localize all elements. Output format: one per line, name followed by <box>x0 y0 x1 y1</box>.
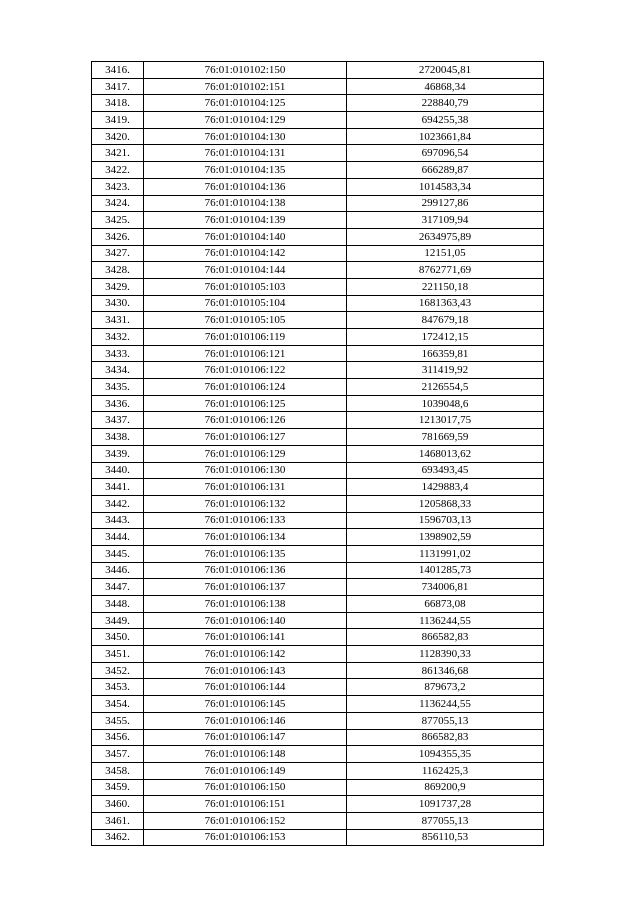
value-cell: 2126554,5 <box>347 379 544 396</box>
row-number-cell: 3447. <box>92 579 144 596</box>
row-number-cell: 3462. <box>92 829 144 846</box>
row-number-cell: 3445. <box>92 545 144 562</box>
row-number-cell: 3420. <box>92 128 144 145</box>
cadastral-number-cell: 76:01:010106:119 <box>144 329 347 346</box>
value-cell: 879673,2 <box>347 679 544 696</box>
row-number-cell: 3419. <box>92 112 144 129</box>
table-row <box>92 479 544 496</box>
value-cell: 221150,18 <box>347 278 544 295</box>
row-number-cell: 3426. <box>92 228 144 245</box>
cadastral-number-cell: 76:01:010106:131 <box>144 479 347 496</box>
table-row <box>92 579 544 596</box>
value-cell: 697096,54 <box>347 145 544 162</box>
table-row <box>92 646 544 663</box>
cadastral-number-cell: 76:01:010106:134 <box>144 529 347 546</box>
table-row <box>92 329 544 346</box>
row-number-cell: 3428. <box>92 262 144 279</box>
table-row <box>92 362 544 379</box>
table-row <box>92 829 544 846</box>
cadastral-number-cell: 76:01:010104:136 <box>144 178 347 195</box>
row-number-cell: 3461. <box>92 812 144 829</box>
value-cell: 861346,68 <box>347 662 544 679</box>
cadastral-number-cell: 76:01:010104:131 <box>144 145 347 162</box>
row-number-cell: 3424. <box>92 195 144 212</box>
value-cell: 1136244,55 <box>347 696 544 713</box>
cadastral-value-table <box>91 61 544 846</box>
row-number-cell: 3436. <box>92 395 144 412</box>
row-number-cell: 3448. <box>92 596 144 613</box>
cadastral-number-cell: 76:01:010106:121 <box>144 345 347 362</box>
table-row <box>92 762 544 779</box>
value-cell: 693493,45 <box>347 462 544 479</box>
table-row <box>92 162 544 179</box>
cadastral-number-cell: 76:01:010106:138 <box>144 596 347 613</box>
row-number-cell: 3454. <box>92 696 144 713</box>
value-cell: 694255,38 <box>347 112 544 129</box>
value-cell: 12151,05 <box>347 245 544 262</box>
value-cell: 1162425,3 <box>347 762 544 779</box>
value-cell: 1094355,35 <box>347 746 544 763</box>
row-number-cell: 3441. <box>92 479 144 496</box>
value-cell: 299127,86 <box>347 195 544 212</box>
cadastral-number-cell: 76:01:010105:103 <box>144 278 347 295</box>
cadastral-number-cell: 76:01:010106:144 <box>144 679 347 696</box>
cadastral-number-cell: 76:01:010106:129 <box>144 445 347 462</box>
table-body <box>92 62 544 846</box>
row-number-cell: 3459. <box>92 779 144 796</box>
row-number-cell: 3429. <box>92 278 144 295</box>
cadastral-number-cell: 76:01:010104:144 <box>144 262 347 279</box>
cadastral-number-cell: 76:01:010104:129 <box>144 112 347 129</box>
value-cell: 166359,81 <box>347 345 544 362</box>
cadastral-number-cell: 76:01:010106:145 <box>144 696 347 713</box>
table-row <box>92 212 544 229</box>
table-row <box>92 178 544 195</box>
table-row <box>92 679 544 696</box>
cadastral-number-cell: 76:01:010106:125 <box>144 395 347 412</box>
cadastral-number-cell: 76:01:010106:133 <box>144 512 347 529</box>
row-number-cell: 3458. <box>92 762 144 779</box>
value-cell: 1205868,33 <box>347 495 544 512</box>
value-cell: 46868,34 <box>347 78 544 95</box>
value-cell: 317109,94 <box>347 212 544 229</box>
table-row <box>92 462 544 479</box>
value-cell: 66873,08 <box>347 596 544 613</box>
table-row <box>92 278 544 295</box>
value-cell: 1091737,28 <box>347 796 544 813</box>
table-row <box>92 612 544 629</box>
row-number-cell: 3435. <box>92 379 144 396</box>
row-number-cell: 3440. <box>92 462 144 479</box>
value-cell: 1429883,4 <box>347 479 544 496</box>
table-row <box>92 596 544 613</box>
cadastral-number-cell: 76:01:010104:142 <box>144 245 347 262</box>
cadastral-number-cell: 76:01:010105:105 <box>144 312 347 329</box>
row-number-cell: 3460. <box>92 796 144 813</box>
cadastral-number-cell: 76:01:010106:127 <box>144 429 347 446</box>
table-row <box>92 78 544 95</box>
cadastral-number-cell: 76:01:010106:143 <box>144 662 347 679</box>
row-number-cell: 3442. <box>92 495 144 512</box>
row-number-cell: 3416. <box>92 62 144 79</box>
row-number-cell: 3427. <box>92 245 144 262</box>
cadastral-number-cell: 76:01:010106:126 <box>144 412 347 429</box>
cadastral-number-cell: 76:01:010106:146 <box>144 712 347 729</box>
table-row <box>92 629 544 646</box>
table-row <box>92 95 544 112</box>
cadastral-number-cell: 76:01:010104:139 <box>144 212 347 229</box>
cadastral-number-cell: 76:01:010102:150 <box>144 62 347 79</box>
row-number-cell: 3456. <box>92 729 144 746</box>
row-number-cell: 3444. <box>92 529 144 546</box>
value-cell: 1128390,33 <box>347 646 544 663</box>
value-cell: 847679,18 <box>347 312 544 329</box>
table-row <box>92 429 544 446</box>
cadastral-number-cell: 76:01:010106:147 <box>144 729 347 746</box>
cadastral-number-cell: 76:01:010106:149 <box>144 762 347 779</box>
cadastral-number-cell: 76:01:010106:136 <box>144 562 347 579</box>
table-row <box>92 62 544 79</box>
table-row <box>92 696 544 713</box>
table-row <box>92 195 544 212</box>
cadastral-number-cell: 76:01:010106:153 <box>144 829 347 846</box>
value-cell: 856110,53 <box>347 829 544 846</box>
table-row <box>92 662 544 679</box>
cadastral-number-cell: 76:01:010104:138 <box>144 195 347 212</box>
cadastral-number-cell: 76:01:010104:135 <box>144 162 347 179</box>
cadastral-number-cell: 76:01:010106:150 <box>144 779 347 796</box>
table-row <box>92 245 544 262</box>
table-row <box>92 495 544 512</box>
table-row <box>92 295 544 312</box>
table-row <box>92 529 544 546</box>
value-cell: 2634975,89 <box>347 228 544 245</box>
row-number-cell: 3431. <box>92 312 144 329</box>
row-number-cell: 3455. <box>92 712 144 729</box>
cadastral-number-cell: 76:01:010102:151 <box>144 78 347 95</box>
row-number-cell: 3451. <box>92 646 144 663</box>
cadastral-number-cell: 76:01:010104:130 <box>144 128 347 145</box>
value-cell: 1213017,75 <box>347 412 544 429</box>
table-row <box>92 746 544 763</box>
value-cell: 1596703,13 <box>347 512 544 529</box>
value-cell: 781669,59 <box>347 429 544 446</box>
value-cell: 1468013,62 <box>347 445 544 462</box>
table-row <box>92 445 544 462</box>
table-row <box>92 412 544 429</box>
row-number-cell: 3423. <box>92 178 144 195</box>
value-cell: 2720045,81 <box>347 62 544 79</box>
value-cell: 666289,87 <box>347 162 544 179</box>
cadastral-number-cell: 76:01:010106:122 <box>144 362 347 379</box>
cadastral-number-cell: 76:01:010106:130 <box>144 462 347 479</box>
table-row <box>92 379 544 396</box>
row-number-cell: 3434. <box>92 362 144 379</box>
value-cell: 1136244,55 <box>347 612 544 629</box>
row-number-cell: 3422. <box>92 162 144 179</box>
value-cell: 1039048,6 <box>347 395 544 412</box>
cadastral-number-cell: 76:01:010106:142 <box>144 646 347 663</box>
cadastral-number-cell: 76:01:010104:140 <box>144 228 347 245</box>
value-cell: 1398902,59 <box>347 529 544 546</box>
cadastral-number-cell: 76:01:010104:125 <box>144 95 347 112</box>
value-cell: 877055,13 <box>347 812 544 829</box>
value-cell: 1131991,02 <box>347 545 544 562</box>
value-cell: 8762771,69 <box>347 262 544 279</box>
table-row <box>92 228 544 245</box>
cadastral-number-cell: 76:01:010106:124 <box>144 379 347 396</box>
row-number-cell: 3425. <box>92 212 144 229</box>
table-row <box>92 345 544 362</box>
table-row <box>92 145 544 162</box>
table-row <box>92 812 544 829</box>
row-number-cell: 3457. <box>92 746 144 763</box>
row-number-cell: 3449. <box>92 612 144 629</box>
value-cell: 734006,81 <box>347 579 544 596</box>
value-cell: 866582,83 <box>347 729 544 746</box>
cadastral-number-cell: 76:01:010106:148 <box>144 746 347 763</box>
table-row <box>92 562 544 579</box>
table-row <box>92 545 544 562</box>
row-number-cell: 3452. <box>92 662 144 679</box>
value-cell: 1681363,43 <box>347 295 544 312</box>
table-row <box>92 779 544 796</box>
value-cell: 1023661,84 <box>347 128 544 145</box>
table-row <box>92 312 544 329</box>
row-number-cell: 3450. <box>92 629 144 646</box>
value-cell: 1014583,34 <box>347 178 544 195</box>
value-cell: 172412,15 <box>347 329 544 346</box>
cadastral-number-cell: 76:01:010106:151 <box>144 796 347 813</box>
value-cell: 1401285,73 <box>347 562 544 579</box>
cadastral-number-cell: 76:01:010106:135 <box>144 545 347 562</box>
value-cell: 869200,9 <box>347 779 544 796</box>
row-number-cell: 3430. <box>92 295 144 312</box>
table-row <box>92 796 544 813</box>
row-number-cell: 3433. <box>92 345 144 362</box>
cadastral-number-cell: 76:01:010106:132 <box>144 495 347 512</box>
cadastral-number-cell: 76:01:010106:152 <box>144 812 347 829</box>
row-number-cell: 3432. <box>92 329 144 346</box>
row-number-cell: 3421. <box>92 145 144 162</box>
table-row <box>92 395 544 412</box>
cadastral-number-cell: 76:01:010106:137 <box>144 579 347 596</box>
value-cell: 866582,83 <box>347 629 544 646</box>
row-number-cell: 3417. <box>92 78 144 95</box>
table-row <box>92 729 544 746</box>
cadastral-number-cell: 76:01:010106:140 <box>144 612 347 629</box>
value-cell: 877055,13 <box>347 712 544 729</box>
table-row <box>92 712 544 729</box>
row-number-cell: 3446. <box>92 562 144 579</box>
row-number-cell: 3453. <box>92 679 144 696</box>
row-number-cell: 3437. <box>92 412 144 429</box>
row-number-cell: 3418. <box>92 95 144 112</box>
table-row <box>92 512 544 529</box>
row-number-cell: 3443. <box>92 512 144 529</box>
row-number-cell: 3438. <box>92 429 144 446</box>
table-row <box>92 112 544 129</box>
table-row <box>92 262 544 279</box>
value-cell: 228840,79 <box>347 95 544 112</box>
table-row <box>92 128 544 145</box>
cadastral-number-cell: 76:01:010105:104 <box>144 295 347 312</box>
value-cell: 311419,92 <box>347 362 544 379</box>
row-number-cell: 3439. <box>92 445 144 462</box>
cadastral-number-cell: 76:01:010106:141 <box>144 629 347 646</box>
